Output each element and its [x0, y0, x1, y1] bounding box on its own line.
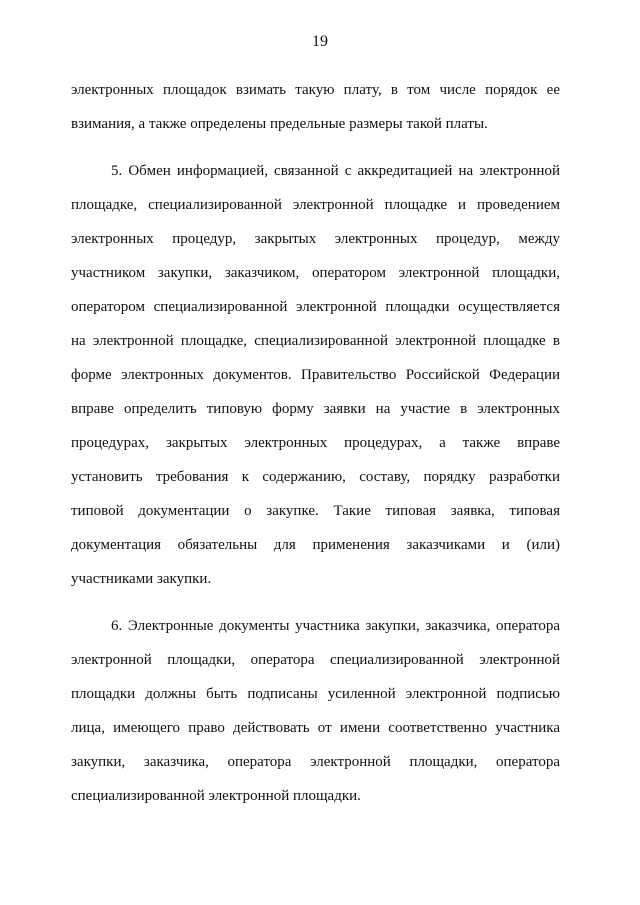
- text-line: взимания, а также определены предельные размеры такой платы.: [71, 116, 488, 132]
- text-line: документация обязательны для применения заказчиками и (или): [71, 537, 560, 553]
- text-line: электронных процедур, закрытых электронных процедур, между: [71, 231, 560, 247]
- text-line: специализированной электронной площадки.: [71, 788, 361, 804]
- paragraph-continuation: [71, 73, 560, 141]
- paragraph-spacer: [71, 596, 560, 609]
- document-body: [71, 73, 560, 813]
- text-line: площадке, специализированной электронной площадке и проведением: [71, 197, 560, 213]
- paragraph-item-5: [71, 154, 560, 596]
- paragraph-spacer: [71, 141, 560, 154]
- text-line: участником закупки, заказчиком, оператором электронной площадки,: [71, 265, 560, 281]
- text-line: 5. Обмен информацией, связанной с аккредитацией на электронной: [111, 163, 560, 179]
- text-line: процедурах, закрытых электронных процедурах, а также вправе: [71, 435, 560, 451]
- text-line: форме электронных документов. Правительство Российской Федерации: [71, 367, 560, 383]
- text-line: участниками закупки.: [71, 571, 212, 587]
- text-line: площадки должны быть подписаны усиленной электронной подписью: [71, 686, 560, 702]
- text-line: 6. Электронные документы участника закупки, заказчика, оператора: [111, 618, 560, 634]
- text-line: закупки, заказчика, оператора электронной площадки, оператора: [71, 754, 560, 770]
- text-line: типовой документации о закупке. Такие типовая заявка, типовая: [71, 503, 560, 519]
- paragraph-item-6: [71, 609, 560, 813]
- text-line: вправе определить типовую форму заявки на участие в электронных: [71, 401, 560, 417]
- text-line: оператором специализированной электронной площадки осуществляется: [71, 299, 560, 315]
- text-line: установить требования к содержанию, составу, порядку разработки: [71, 469, 560, 485]
- text-line: электронной площадки, оператора специализированной электронной: [71, 652, 560, 668]
- text-line: лица, имеющего право действовать от имени соответственно участника: [71, 720, 560, 736]
- page-number: 19: [312, 33, 328, 50]
- text-line: на электронной площадке, специализированной электронной площадке в: [71, 333, 560, 349]
- text-line: электронных площадок взимать такую плату, в том числе порядок ее: [71, 82, 560, 98]
